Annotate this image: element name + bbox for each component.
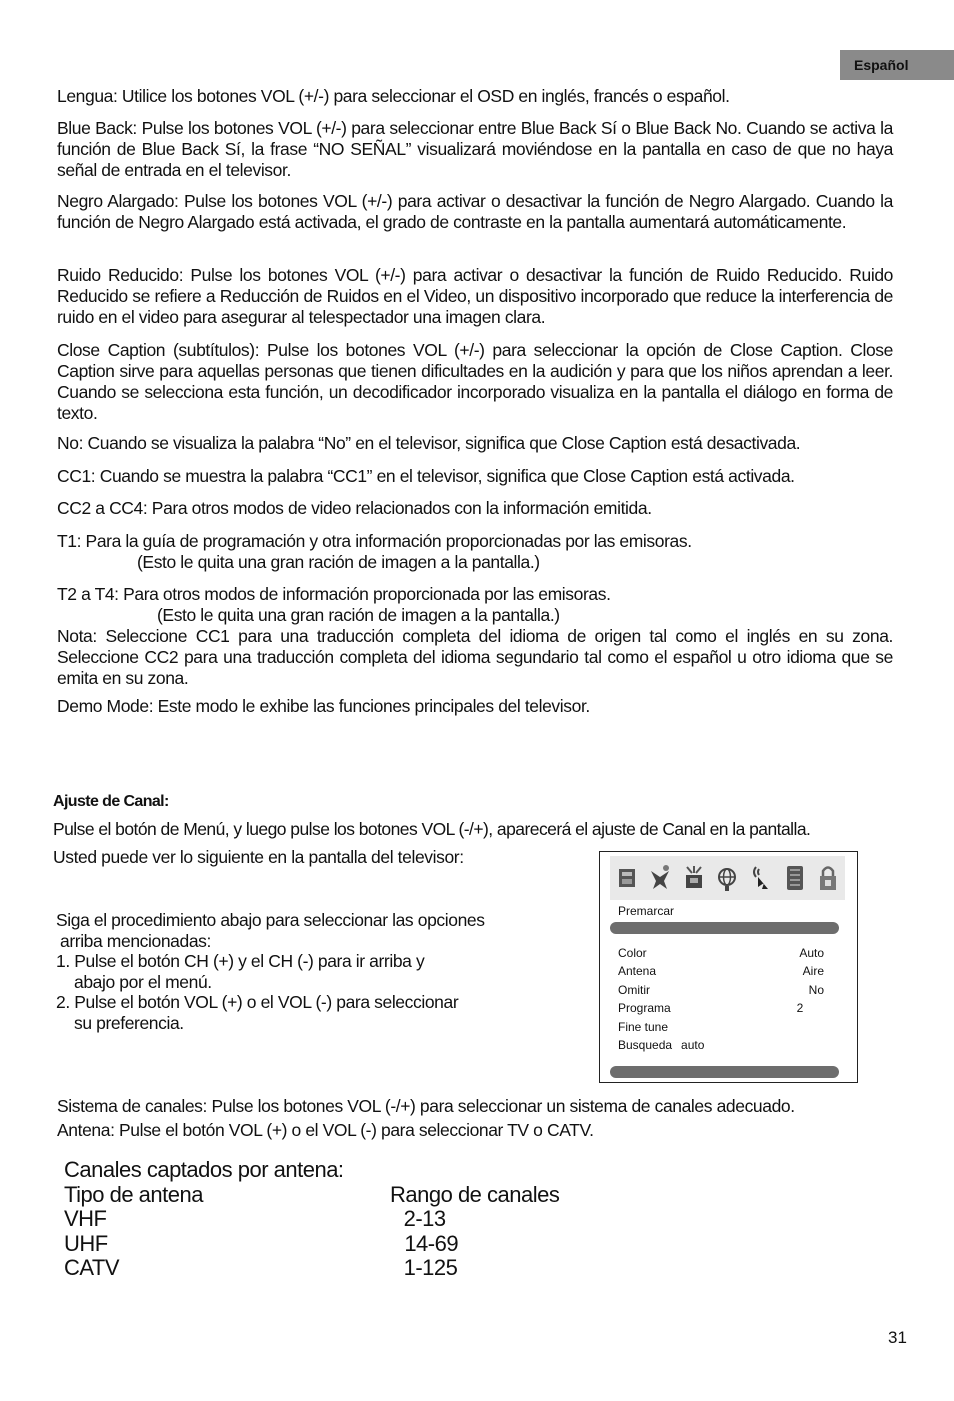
tv-menu-busqueda-value: auto (681, 1038, 705, 1053)
paragraph-t2-t4 (57, 584, 893, 626)
paragraph-close-caption: Close Caption (subtítulos): Pulse los botones VOL (+/-) para seleccionar la opción de Close Caption. Close Caption sirve para aquellas personas que tienen dificultades en la audición y para que los niños aprendan a leer. Cuando se selecciona esta función, un decodificador incorporado visualiza en la pantalla el diálogo en forma de texto. (57, 340, 893, 423)
tv-menu-row-label: Fine tune (618, 1019, 669, 1034)
t1-line1: T1: Para la guía de programación y otra información proporcionadas por las emisoras. (57, 531, 692, 551)
tv-menu-row (618, 999, 824, 1017)
paragraph-t1 (57, 531, 893, 573)
paragraph-sistema-canales: Sistema de canales: Pulse los botones VOL (-/+) para seleccionar un sistema de canales adecuado. (57, 1096, 795, 1116)
step-1-line2: abajo por el menú. (74, 971, 212, 992)
time-icon (683, 863, 705, 893)
antenna-table-heading: Canales captados por antena: (64, 1157, 344, 1182)
antenna-table (64, 1158, 584, 1281)
paragraph-ruido-reducido: Ruido Reducido: Pulse los botones VOL (+/-) para activar o desactivar la función de Ruido Reducido. Ruido Reducido se refiere a Reducción de Ruidos en el Video, un dispositivo incorporado que reduce la interferencia de ruido en el video para asegurar al telespectador una imagen clara. (57, 265, 893, 327)
paragraph-lengua: Lengua: Utilice los botones VOL (+/-) para seleccionar el OSD en inglés, francés o español. (57, 86, 730, 106)
tv-menu-row-value: No (808, 982, 824, 997)
paragraph-cc1: CC1: Cuando se muestra la palabra “CC1” en el televisor, significa que Close Caption está activada. (57, 466, 795, 486)
tv-menu-row-label: Color (618, 946, 647, 960)
picture-icon (616, 863, 638, 893)
antenna-table-col2-header: Rango de canales (390, 1181, 560, 1207)
tv-screen-mockup (599, 851, 858, 1083)
tv-menu-row-value (784, 1018, 824, 1036)
t2-line1: T2 a T4: Para otros modos de información proporcionada por las emisoras. (57, 584, 611, 604)
antenna-type: VHF (64, 1206, 107, 1231)
tv-menu-row-label: Programa (618, 1001, 671, 1016)
paragraph-negro-alargado: Negro Alargado: Pulse los botones VOL (+/-) para activar o desactivar la función de Negro Alargado. Cuando la función de Negro Alargado está activada, el grado de contraste en la pantalla aumentará automáticamente. (57, 191, 893, 232)
channel-intro-1: Pulse el botón de Menú, y luego pulse los botones VOL (-/+), aparecerá el ajuste de Canal en la pantalla. (53, 819, 811, 839)
tv-menu-rows (618, 944, 824, 1054)
paragraph-nota: Nota: Seleccione CC1 para una traducción completa del idioma de origen tal como el inglés en su zona. Seleccione CC2 para una traducción completa del idioma segundario tal como el español u otro idioma que se emita en su zona. (57, 626, 893, 688)
antenna-type: CATV (64, 1255, 120, 1280)
paragraph-cc2-cc4: CC2 a CC4: Para otros modos de video relacionados con la información emitida. (57, 498, 652, 518)
step-2-line2: su preferencia. (74, 1012, 184, 1033)
paragraph-blue-back: Blue Back: Pulse los botones VOL (+/-) para seleccionar entre Blue Back Sí o Blue Back No. Cuando se activa la función de Blue Back Sí, la frase “NO SEÑAL” visualizará moviéndose en la pantalla en caso de que no haya señal de entrada en el televisor. (57, 118, 893, 180)
tv-menu-row-value: 2 (796, 1001, 804, 1016)
antenna-table-col1-header: Tipo de antena (64, 1181, 203, 1207)
tv-menu-row-value: Auto (799, 946, 824, 960)
tv-menu-row (618, 1018, 824, 1036)
channel-intro-2: Usted puede ver lo siguiente en la pantalla del televisor: (53, 847, 464, 867)
paragraph-antena: Antena: Pulse el botón VOL (+) o el VOL (-) para seleccionar TV o CATV. (57, 1120, 594, 1140)
page-number: 31 (888, 1328, 907, 1347)
tv-menu-title: Premarcar (618, 904, 675, 918)
antenna-table-row (64, 1232, 584, 1257)
tv-menu-row (618, 962, 824, 980)
tv-menu-row-label: Antena (618, 964, 657, 979)
steps-intro-line1: Siga el procedimiento abajo para seleccionar las opciones (56, 910, 485, 930)
step-1-line1: 1. Pulse el botón CH (+) y el CH (-) para ir arriba y (56, 951, 425, 971)
channel-range: 1-125 (403, 1255, 458, 1280)
section-title-ajuste-canal: Ajuste de Canal: (53, 793, 169, 810)
tv-menu-row (618, 944, 824, 962)
language-tab: Español (840, 50, 954, 80)
tv-menu-row-label: Omitir (618, 982, 650, 997)
steps-intro-line2: arriba mencionadas: (60, 930, 211, 951)
tv-menu-row-value: Aire (802, 964, 824, 979)
tv-menu-icon-bar (610, 856, 845, 900)
tv-menu-busqueda-label: Busqueda (618, 1038, 673, 1053)
tv-menu-top-bar (610, 922, 839, 934)
antenna-table-row (64, 1207, 584, 1232)
antenna-table-header-row (64, 1183, 584, 1208)
t2-line2: (Esto le quita una gran ración de imagen a la pantalla.) (157, 605, 560, 625)
sound-icon (649, 863, 671, 893)
antenna-table-row (64, 1256, 584, 1281)
paragraph-demo-mode: Demo Mode: Este modo le exhibe las funciones principales del televisor. (57, 696, 590, 716)
lock-panel-icon (784, 863, 806, 893)
globe-icon (716, 863, 738, 893)
channel-steps (56, 910, 536, 1033)
channel-range: 14-69 (404, 1230, 459, 1256)
padlock-icon (817, 863, 839, 893)
tv-menu-row-busqueda (618, 1036, 824, 1054)
tv-menu-bottom-bar (610, 1066, 839, 1078)
antenna-type: UHF (64, 1230, 108, 1256)
paragraph-no: No: Cuando se visualiza la palabra “No” en el televisor, significa que Close Caption está desactivada. (57, 433, 801, 453)
tv-menu-row (618, 981, 824, 999)
antenna-icon (750, 863, 772, 893)
step-2-line1: 2. Pulse el botón VOL (+) o el VOL (-) para seleccionar (56, 992, 459, 1012)
channel-range: 2-13 (403, 1206, 446, 1231)
t1-line2: (Esto le quita una gran ración de imagen a la pantalla.) (137, 552, 540, 572)
